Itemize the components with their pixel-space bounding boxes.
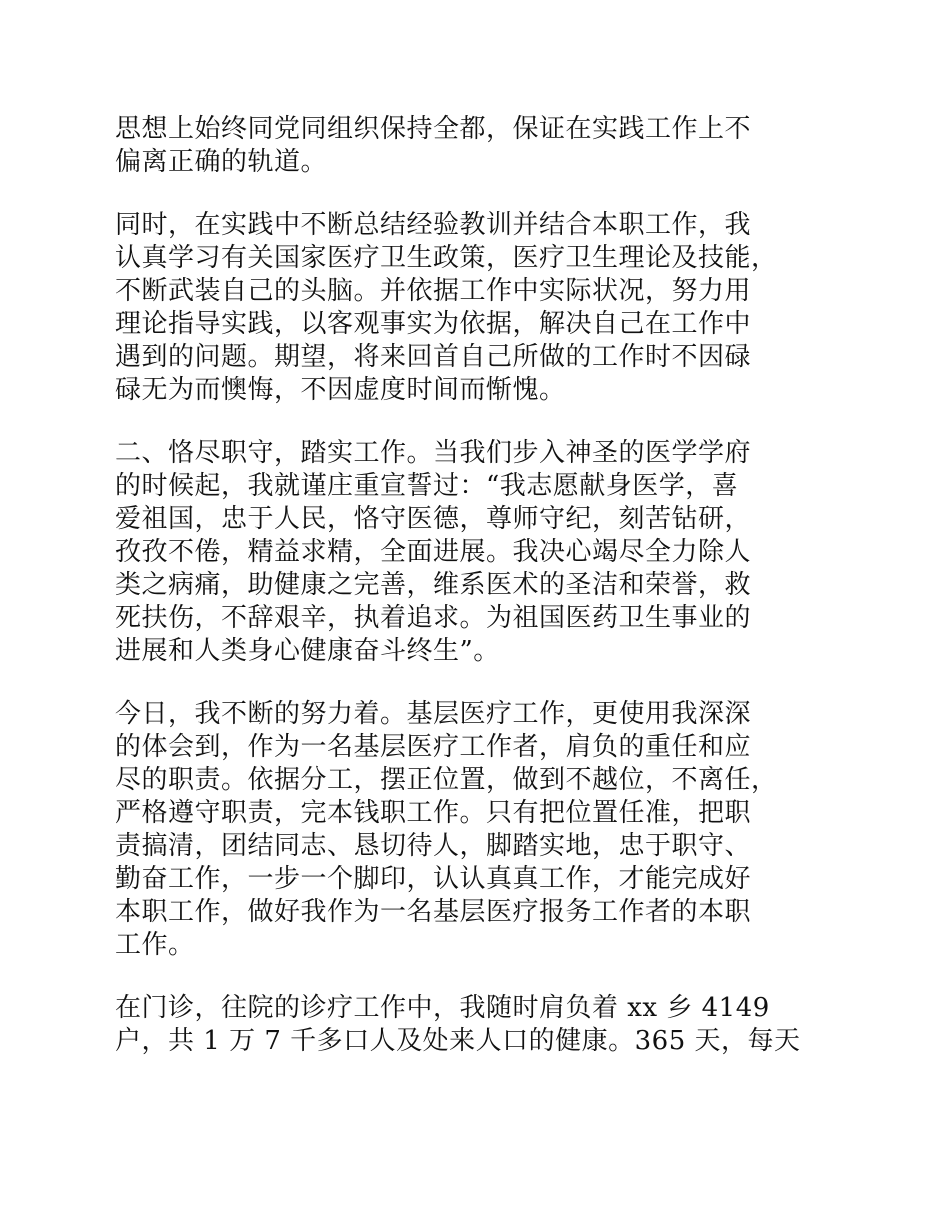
text-line: 爱祖国，忠于人民，恪守医德，尊师守纪，刻苦钻研， (115, 504, 752, 534)
text-line: 不断武装自己的头脑。并依据工作中实际状况，努力用 (115, 276, 752, 306)
text-line: 户，共 1 万 7 千多口人及处来人口的健康。365 天，每天 (115, 1026, 801, 1056)
text-line: 责搞清，团结同志、恳切待人，脚踏实地，忠于职守、 (115, 831, 752, 861)
paragraph-1 (115, 113, 835, 179)
text-line: 遇到的问题。期望，将来回首自己所做的工作时不因碌 (115, 342, 752, 372)
text-line: 本职工作，做好我作为一名基层医疗报务工作者的本职 (115, 897, 752, 927)
paragraph-2 (115, 209, 835, 407)
text-line: 严格遵守职责，完本钱职工作。只有把位置任准，把职 (115, 798, 752, 828)
text-line: 工作。 (115, 930, 195, 960)
text-line: 碌无为而懊悔，不因虚度时间而惭愧。 (115, 375, 566, 405)
text-line: 类之病痛，助健康之完善，维系医术的圣洁和荣誉，救 (115, 570, 752, 600)
text-line: 死扶伤，不辞艰辛，执着追求。为祖国医药卫生事业的 (115, 603, 752, 633)
text-line: 的时候起，我就谨庄重宣誓过：“我志愿献身医学，喜 (115, 471, 739, 501)
document-body (115, 113, 835, 1088)
paragraph-5 (115, 992, 835, 1058)
text-line: 勤奋工作，一步一个脚印，认认真真工作，才能完成好 (115, 864, 752, 894)
text-line: 二、恪尽职守，踏实工作。当我们步入神圣的医学学府 (115, 438, 752, 468)
text-line: 进展和人类身心健康奋斗终生”。 (115, 636, 500, 666)
text-line: 同时，在实践中不断总结经验教训并结合本职工作，我 (115, 210, 752, 240)
text-line: 认真学习有关国家医疗卫生政策，医疗卫生理论及技能， (115, 243, 778, 273)
text-line: 思想上始终同党同组织保持全都，保证在实践工作上不 (115, 114, 752, 144)
text-line: 今日，我不断的努力着。基层医疗工作，更使用我深深 (115, 699, 752, 729)
paragraph-3 (115, 437, 835, 668)
paragraph-4 (115, 698, 835, 962)
text-line: 在门诊，往院的诊疗工作中，我随时肩负着 xx 乡 4149 (115, 993, 770, 1023)
text-line: 的体会到，作为一名基层医疗工作者，肩负的重任和应 (115, 732, 752, 762)
text-line: 孜孜不倦，精益求精，全面进展。我决心竭尽全力除人 (115, 537, 752, 567)
text-line: 理论指导实践，以客观事实为依据，解决自己在工作中 (115, 309, 752, 339)
text-line: 尽的职责。依据分工，摆正位置，做到不越位，不离任， (115, 765, 778, 795)
text-line: 偏离正确的轨道。 (115, 147, 328, 177)
